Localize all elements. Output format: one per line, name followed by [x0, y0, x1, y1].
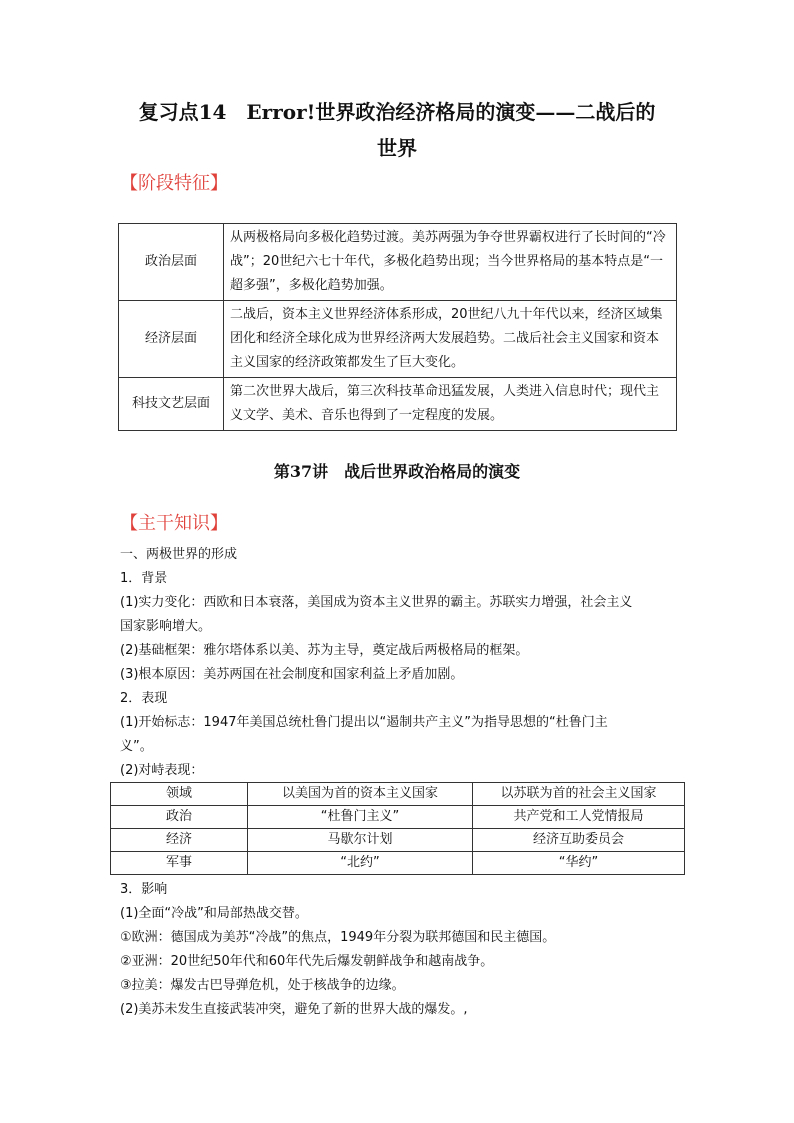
row-text: 第二次世界大战后，第三次科技革命迅猛发展，人类进入信息时代；现代主义文学、美术、音乐也得到了一定程度的发展。 [224, 378, 677, 431]
section-heading: 一、两极世界的形成 [120, 547, 238, 562]
title-line-2: 世界 [377, 136, 417, 160]
table-row [111, 852, 685, 875]
title-line-1: 复习点14 Error!世界政治经济格局的演变——二战后的 [138, 100, 656, 124]
table-cell: 马歇尔计划 [248, 829, 473, 852]
paragraph: ②亚洲：20世纪50年代和60年代先后爆发朝鲜战争和越南战争。 [120, 954, 494, 969]
impact-text [120, 878, 680, 1022]
row-label: 经济层面 [119, 301, 224, 378]
paragraph: 义”。 [120, 739, 153, 754]
header-cell: 以苏联为首的社会主义国家 [473, 783, 685, 806]
subheading: 2．表现 [120, 691, 168, 706]
table-row [119, 301, 677, 378]
section-one-text [120, 543, 680, 783]
paragraph: (1)全面“冷战”和局部热战交替。 [120, 906, 308, 921]
table-row [111, 829, 685, 852]
paragraph: (1)实力变化：西欧和日本衰落，美国成为资本主义世界的霸主。苏联实力增强，社会主义 [120, 595, 633, 610]
paragraph: ①欧洲：德国成为美苏“冷战”的焦点，1949年分裂为联邦德国和民主德国。 [120, 930, 556, 945]
subheading: 1．背景 [120, 571, 168, 586]
row-label: 科技文艺层面 [119, 378, 224, 431]
table-cell: 经济 [111, 829, 248, 852]
table-row [119, 378, 677, 431]
table-cell: 政治 [111, 806, 248, 829]
paragraph: (3)根本原因：美苏两国在社会制度和国家利益上矛盾加剧。 [120, 667, 464, 682]
table-row [119, 224, 677, 301]
row-text: 二战后，资本主义世界经济体系形成，20世纪八九十年代以来，经济区域集团化和经济全球化成为世界经济两大发展趋势。二战后社会主义国家和资本主义国家的经济政策都发生了巨大变化。 [224, 301, 677, 378]
table-row [111, 806, 685, 829]
stage-features-heading: 【阶段特征】 [120, 173, 228, 194]
confrontation-table [110, 782, 685, 875]
stage-features-table [118, 223, 677, 431]
table-cell: 军事 [111, 852, 248, 875]
paragraph: (1)开始标志：1947年美国总统杜鲁门提出以“遏制共产主义”为指导思想的“杜鲁门主 [120, 715, 608, 730]
paragraph: (2)对峙表现： [120, 763, 204, 778]
table-cell: 经济互助委员会 [473, 829, 685, 852]
table-cell: “杜鲁门主义” [248, 806, 473, 829]
main-knowledge-heading: 【主干知识】 [120, 513, 228, 534]
lecture-title: 第37讲 战后世界政治格局的演变 [273, 462, 521, 481]
subheading: 3．影响 [120, 882, 168, 897]
paragraph: 国家影响增大。 [120, 619, 212, 634]
table-cell: “华约” [473, 852, 685, 875]
row-text: 从两极格局向多极化趋势过渡。美苏两强为争夺世界霸权进行了长时间的“冷战”；20世纪六七十年代，多极化趋势出现；当今世界格局的基本特点是“一超多强”，多极化趋势加强。 [224, 224, 677, 301]
header-cell: 领域 [111, 783, 248, 806]
table-cell: 共产党和工人党情报局 [473, 806, 685, 829]
paragraph: (2)美苏未发生直接武装冲突，避免了新的世界大战的爆发。, [120, 1002, 468, 1017]
paragraph: (2)基础框架：雅尔塔体系以美、苏为主导，奠定战后两极格局的框架。 [120, 643, 529, 658]
table-header-row [111, 783, 685, 806]
paragraph: ③拉美：爆发古巴导弹危机，处于核战争的边缘。 [120, 978, 405, 993]
row-label: 政治层面 [119, 224, 224, 301]
header-cell: 以美国为首的资本主义国家 [248, 783, 473, 806]
table-cell: “北约” [248, 852, 473, 875]
page-title [100, 94, 694, 166]
